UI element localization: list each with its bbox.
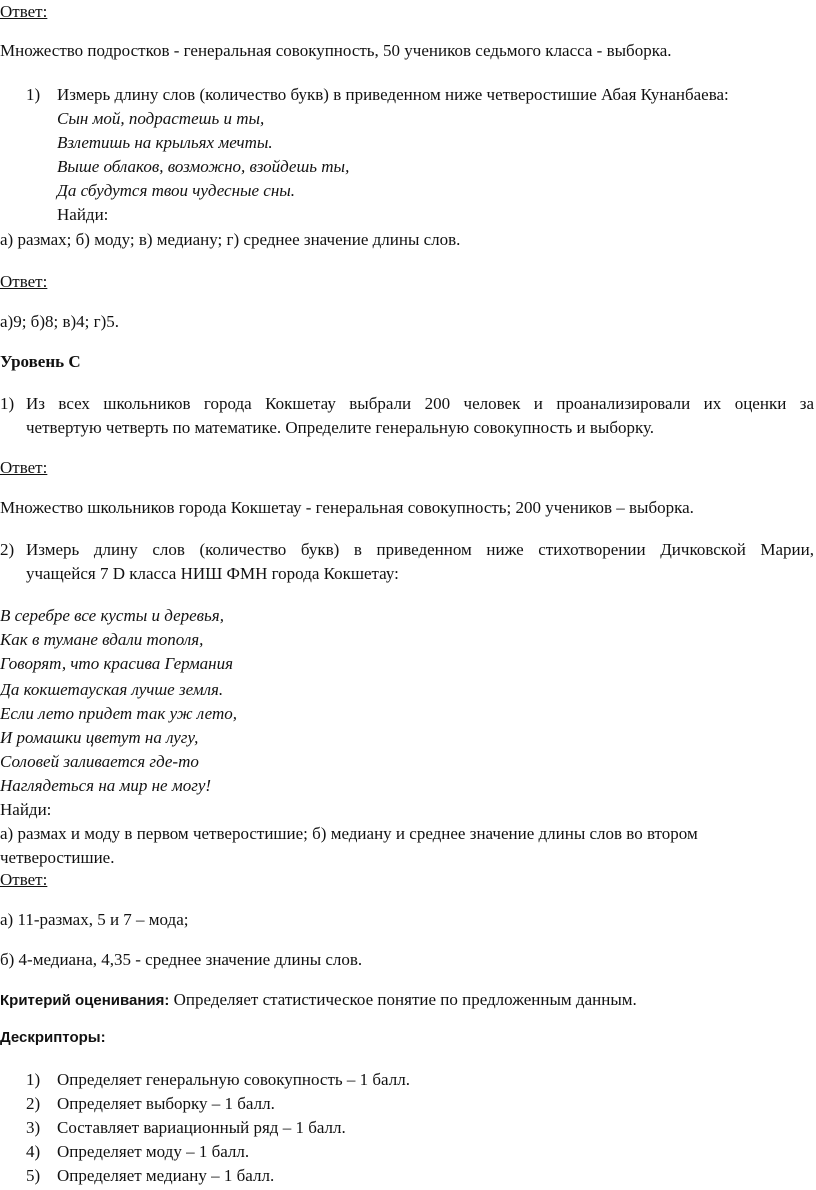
answer-label: Ответ: [0, 2, 48, 21]
poem-line: В серебре все кусты и деревья, [0, 606, 224, 625]
criterion-label: Критерий оценивания: [0, 992, 170, 1009]
task-1-questions: а) размах; б) моду; в) медиану; г) среднее значение длины слов. [0, 230, 461, 249]
criterion-text: Определяет статистическое понятие по предложенным данным. [169, 990, 637, 1009]
poem-line: Если лето придет так уж лето, [0, 704, 237, 723]
poem-line: Выше облаков, возможно, взойдешь ты, [57, 157, 350, 176]
task-c2-line: учащейся 7 D класса НИШ ФМН города Кокшетау: [26, 564, 399, 583]
descriptors-heading: Дескрипторы: [0, 1029, 106, 1046]
task-c2-questions: четверостишие. [0, 848, 115, 867]
list-item-number: 4) [26, 1142, 41, 1161]
poem-line: Как в тумане вдали тополя, [0, 630, 204, 649]
answer-label: Ответ: [0, 870, 48, 889]
task-c1-line: Из всех школьников города Кокшетау выбрали 200 человек и проанализировали их оценки за [26, 394, 814, 413]
criterion [0, 988, 637, 1013]
answer-label: Ответ: [0, 458, 48, 477]
list-item: Составляет вариационный ряд – 1 балл. [57, 1118, 346, 1137]
list-item-number: 3) [26, 1118, 41, 1137]
task-1-number: 1) [26, 85, 41, 104]
list-item-number: 2) [26, 1094, 41, 1113]
list-item: Определяет моду – 1 балл. [57, 1142, 250, 1161]
task-c1-line: четвертую четверть по математике. Определите генеральную совокупность и выборку. [26, 418, 655, 437]
task-c2-answer-b: б) 4-медиана, 4,35 - среднее значение длины слов. [0, 950, 363, 969]
task-c1-number: 1) [0, 394, 15, 413]
poem-line: Наглядеться на мир не могу! [0, 776, 212, 795]
task-c1-answer: Множество школьников города Кокшетау - генеральная совокупность; 200 учеников – выборка. [0, 498, 694, 517]
list-item-number: 5) [26, 1166, 41, 1185]
poem-line: Сын мой, подрастешь и ты, [57, 109, 265, 128]
list-item: Определяет генеральную совокупность – 1 балл. [57, 1070, 410, 1089]
poem-line: Соловей заливается где-то [0, 752, 199, 771]
answer-label: Ответ: [0, 272, 48, 291]
task-c2-answer-a: а) 11-размах, 5 и 7 – мода; [0, 910, 189, 929]
task-1-answer: а)9; б)8; в)4; г)5. [0, 312, 120, 331]
task-c2-number: 2) [0, 540, 15, 559]
list-item: Определяет выборку – 1 балл. [57, 1094, 275, 1113]
task-c2-questions: а) размах и моду в первом четверостишие; б) медиану и среднее значение длины слов во втором [0, 824, 698, 843]
poem-line: Взлетишь на крыльях мечты. [57, 133, 273, 152]
list-item-number: 1) [26, 1070, 41, 1089]
poem-line: И ромашки цветут на лугу, [0, 728, 199, 747]
find-label: Найди: [57, 205, 109, 224]
poem-line: Да сбудутся твои чудесные сны. [57, 181, 296, 200]
task-c2-line: Измерь длину слов (количество букв) в приведенном ниже стихотворении Дичковской Марии, [26, 540, 814, 559]
intro-paragraph: Множество подростков - генеральная совокупность, 50 учеников седьмого класса - выборка. [0, 41, 672, 60]
poem-line: Говорят, что красива Германия [0, 654, 234, 673]
task-1-text: Измерь длину слов (количество букв) в приведенном ниже четверостишие Абая Кунанбаева: [57, 85, 729, 104]
level-heading: Уровень С [0, 352, 81, 371]
list-item: Определяет медиану – 1 балл. [57, 1166, 275, 1185]
find-label: Найди: [0, 800, 52, 819]
poem-line: Да кокшетауская лучше земля. [0, 680, 224, 699]
